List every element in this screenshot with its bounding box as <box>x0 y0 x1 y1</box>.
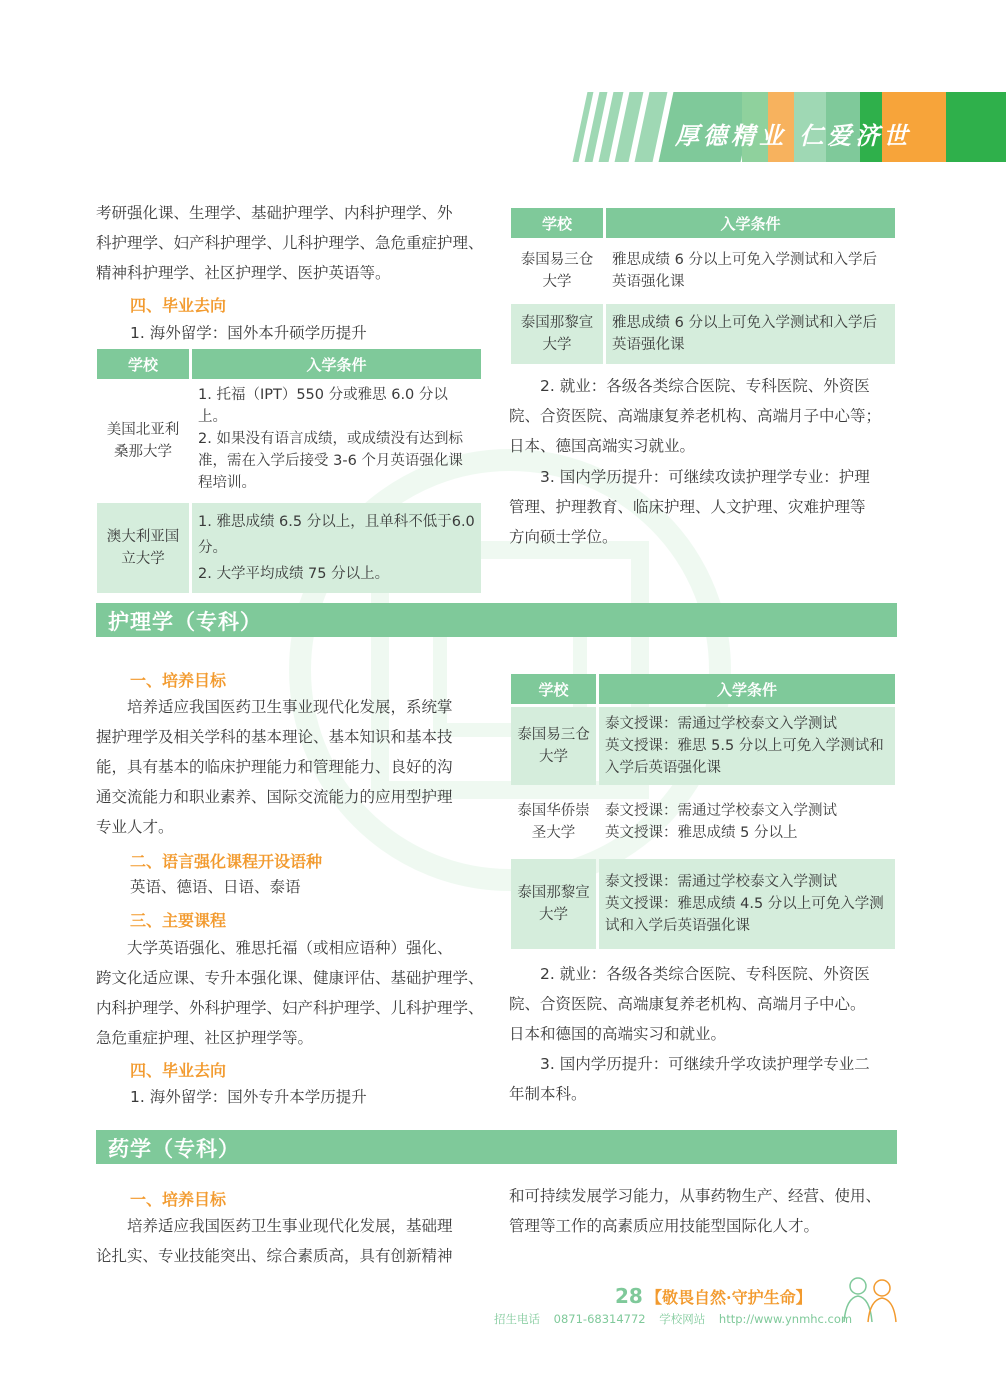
text-line: 3. 国内学历提升：可继续升学攻读护理学专业二 <box>540 1055 870 1073</box>
site-link[interactable]: http://www.ynmhc.com <box>718 1312 853 1326</box>
table-header-requirement: 入学条件 <box>606 208 895 238</box>
page-number: 28 <box>615 1284 643 1308</box>
text-line: 内科护理学、外科护理学、妇产科护理学、儿科护理学、 <box>96 999 484 1017</box>
domestic-paragraph <box>509 1049 901 1109</box>
table-row <box>511 241 895 301</box>
section-heading: 一、培养目标 <box>130 1190 227 1209</box>
employment-paragraph <box>509 959 901 1049</box>
table-row <box>97 503 481 593</box>
section-heading: 四、毕业去向 <box>130 296 227 315</box>
school-cell: 泰国易三仓大学 <box>520 252 594 290</box>
table-header-school: 学校 <box>97 349 189 379</box>
requirement-cell: 雅思成绩 6 分以上可免入学测试和入学后英语强化课 <box>606 304 895 364</box>
table-header-requirement: 入学条件 <box>192 349 481 379</box>
table-header-school: 学校 <box>511 208 603 238</box>
requirement-cell: 泰文授课：需通过学校泰文入学测试 英文授课：雅思成绩 5 分以上 <box>605 803 837 841</box>
course-paragraph <box>96 933 491 1053</box>
school-cell: 泰国华侨崇圣大学 <box>517 803 590 841</box>
text-line: 跨文化适应课、专升本强化课、健康评估、基础护理学、 <box>96 969 484 987</box>
phone-number: 0871-68314772 <box>553 1312 646 1326</box>
table-header-school: 学校 <box>511 674 596 704</box>
requirement-cell: 泰文授课：需通过学校泰文入学测试 英文授课：雅思 5.5 分以上可免入学测试和入学后英语强化课 <box>599 707 895 785</box>
table-row <box>511 304 895 364</box>
overseas-line: 1. 海外留学：国外专升本学历提升 <box>130 1088 367 1106</box>
text-line: 管理、护理教育、临床护理、人文护理、灾难护理等 <box>509 498 866 516</box>
requirement-cell: 雅思成绩 6 分以上可免入学测试和入学后英语强化课 <box>612 252 877 290</box>
text-line: 握护理学及相关学科的基本理论、基本知识和基本技 <box>96 728 453 746</box>
text-line: 院、合资医院、高端康复养老机构、高端月子中心等； <box>509 407 882 425</box>
text-line: 日本和德国的高端实习和就业。 <box>509 1025 727 1043</box>
text-line: 科护理学、妇产科护理学、儿科护理学、急危重症护理、 <box>96 234 484 252</box>
overseas-table-right <box>508 205 898 367</box>
section-heading: 四、毕业去向 <box>130 1061 227 1080</box>
school-cell: 美国北亚利桑那大学 <box>106 422 180 460</box>
site-label: 学校网站 <box>659 1312 706 1326</box>
school-cell: 澳大利亚国立大学 <box>97 503 189 593</box>
text-line: 大学英语强化、雅思托福（或相应语种）强化、 <box>127 939 453 957</box>
section-heading: 二、语言强化课程开设语种 <box>130 852 323 871</box>
text-line: 和可持续发展学习能力，从事药物生产、经营、使用、 <box>509 1187 882 1205</box>
text-line: 年制本科。 <box>509 1085 587 1103</box>
text-line: 考研强化课、生理学、基础护理学、内科护理学、外 <box>96 204 453 222</box>
overseas-table-left <box>94 346 484 596</box>
pharmacy-goal-right <box>509 1181 901 1241</box>
text-line: 通交流能力和职业素养、国际交流能力的应用型护理 <box>96 788 453 806</box>
table-row <box>97 382 481 500</box>
requirement-cell: 1. 雅思成绩 6.5 分以上，且单科不低于6.0 分。 2. 大学平均成绩 75 分以上。 <box>192 503 481 593</box>
school-cell: 泰国那黎宣大学 <box>511 859 596 949</box>
text-line: 专业人才。 <box>96 818 174 836</box>
school-cell: 泰国易三仓大学 <box>511 707 596 785</box>
requirement-cell: 泰文授课：需通过学校泰文入学测试 英文授课：雅思成绩 4.5 分以上可免入学测试和入学后英语强化课 <box>599 859 895 949</box>
text-line: 管理等工作的高素质应用技能型国际化人才。 <box>509 1217 820 1235</box>
table-row <box>511 859 895 949</box>
overseas-line: 1. 海外留学：国外本升硕学历提升 <box>130 324 367 342</box>
section-heading: 一、培养目标 <box>130 671 227 690</box>
text-line: 2. 就业：各级各类综合医院、专科医院、外资医 <box>540 377 870 395</box>
nursing-overseas-table <box>508 671 898 952</box>
languages-line: 英语、德语、日语、泰语 <box>130 878 301 896</box>
domestic-paragraph <box>509 462 901 552</box>
requirement-cell: 1. 托福（IPT）550 分或雅思 6.0 分以上。 2. 如果没有语言成绩，或成绩没有达到标准，需在入学后接受 3-6 个月英语强化课程培训。 <box>198 387 463 491</box>
section-title: 护理学（专科） <box>108 610 262 634</box>
school-cell: 泰国那黎宣大学 <box>511 304 603 364</box>
intro-paragraph <box>96 198 491 288</box>
text-line: 方向硕士学位。 <box>509 528 618 546</box>
footer-slogan: 【敬畏自然·守护生命】 <box>646 1288 812 1307</box>
section-heading: 三、主要课程 <box>130 911 227 930</box>
text-line: 3. 国内学历提升：可继续攻读护理学专业：护理 <box>540 468 870 486</box>
text-line: 精神科护理学、社区护理学、医护英语等。 <box>96 264 391 282</box>
text-line: 日本、德国高端实习就业。 <box>509 437 696 455</box>
section-bar-nursing <box>96 603 897 637</box>
footer-contact <box>494 1311 862 1327</box>
table-header-requirement: 入学条件 <box>599 674 895 704</box>
text-line: 培养适应我国医药卫生事业现代化发展，基础理 <box>127 1217 453 1235</box>
section-title: 药学（专科） <box>108 1137 240 1161</box>
caregiver-illustration-icon <box>838 1272 900 1324</box>
pharmacy-goal-left <box>96 1211 491 1271</box>
text-line: 院、合资医院、高端康复养老机构、高端月子中心。 <box>509 995 866 1013</box>
header-motto: 厚德精业 仁爱济世 <box>675 121 912 150</box>
text-line: 培养适应我国医药卫生事业现代化发展，系统掌 <box>127 698 453 716</box>
employment-paragraph <box>509 371 901 461</box>
text-line: 论扎实、专业技能突出、综合素质高，具有创新精神 <box>96 1247 453 1265</box>
table-row <box>511 788 895 856</box>
text-line: 能，具有基本的临床护理能力和管理能力、良好的沟 <box>96 758 453 776</box>
table-row <box>511 707 895 785</box>
goal-paragraph <box>96 692 491 842</box>
phone-label: 招生电话 <box>494 1312 540 1326</box>
text-line: 急危重症护理、社区护理学等。 <box>96 1029 314 1047</box>
text-line: 2. 就业：各级各类综合医院、专科医院、外资医 <box>540 965 870 983</box>
section-bar-pharmacy <box>96 1130 897 1164</box>
